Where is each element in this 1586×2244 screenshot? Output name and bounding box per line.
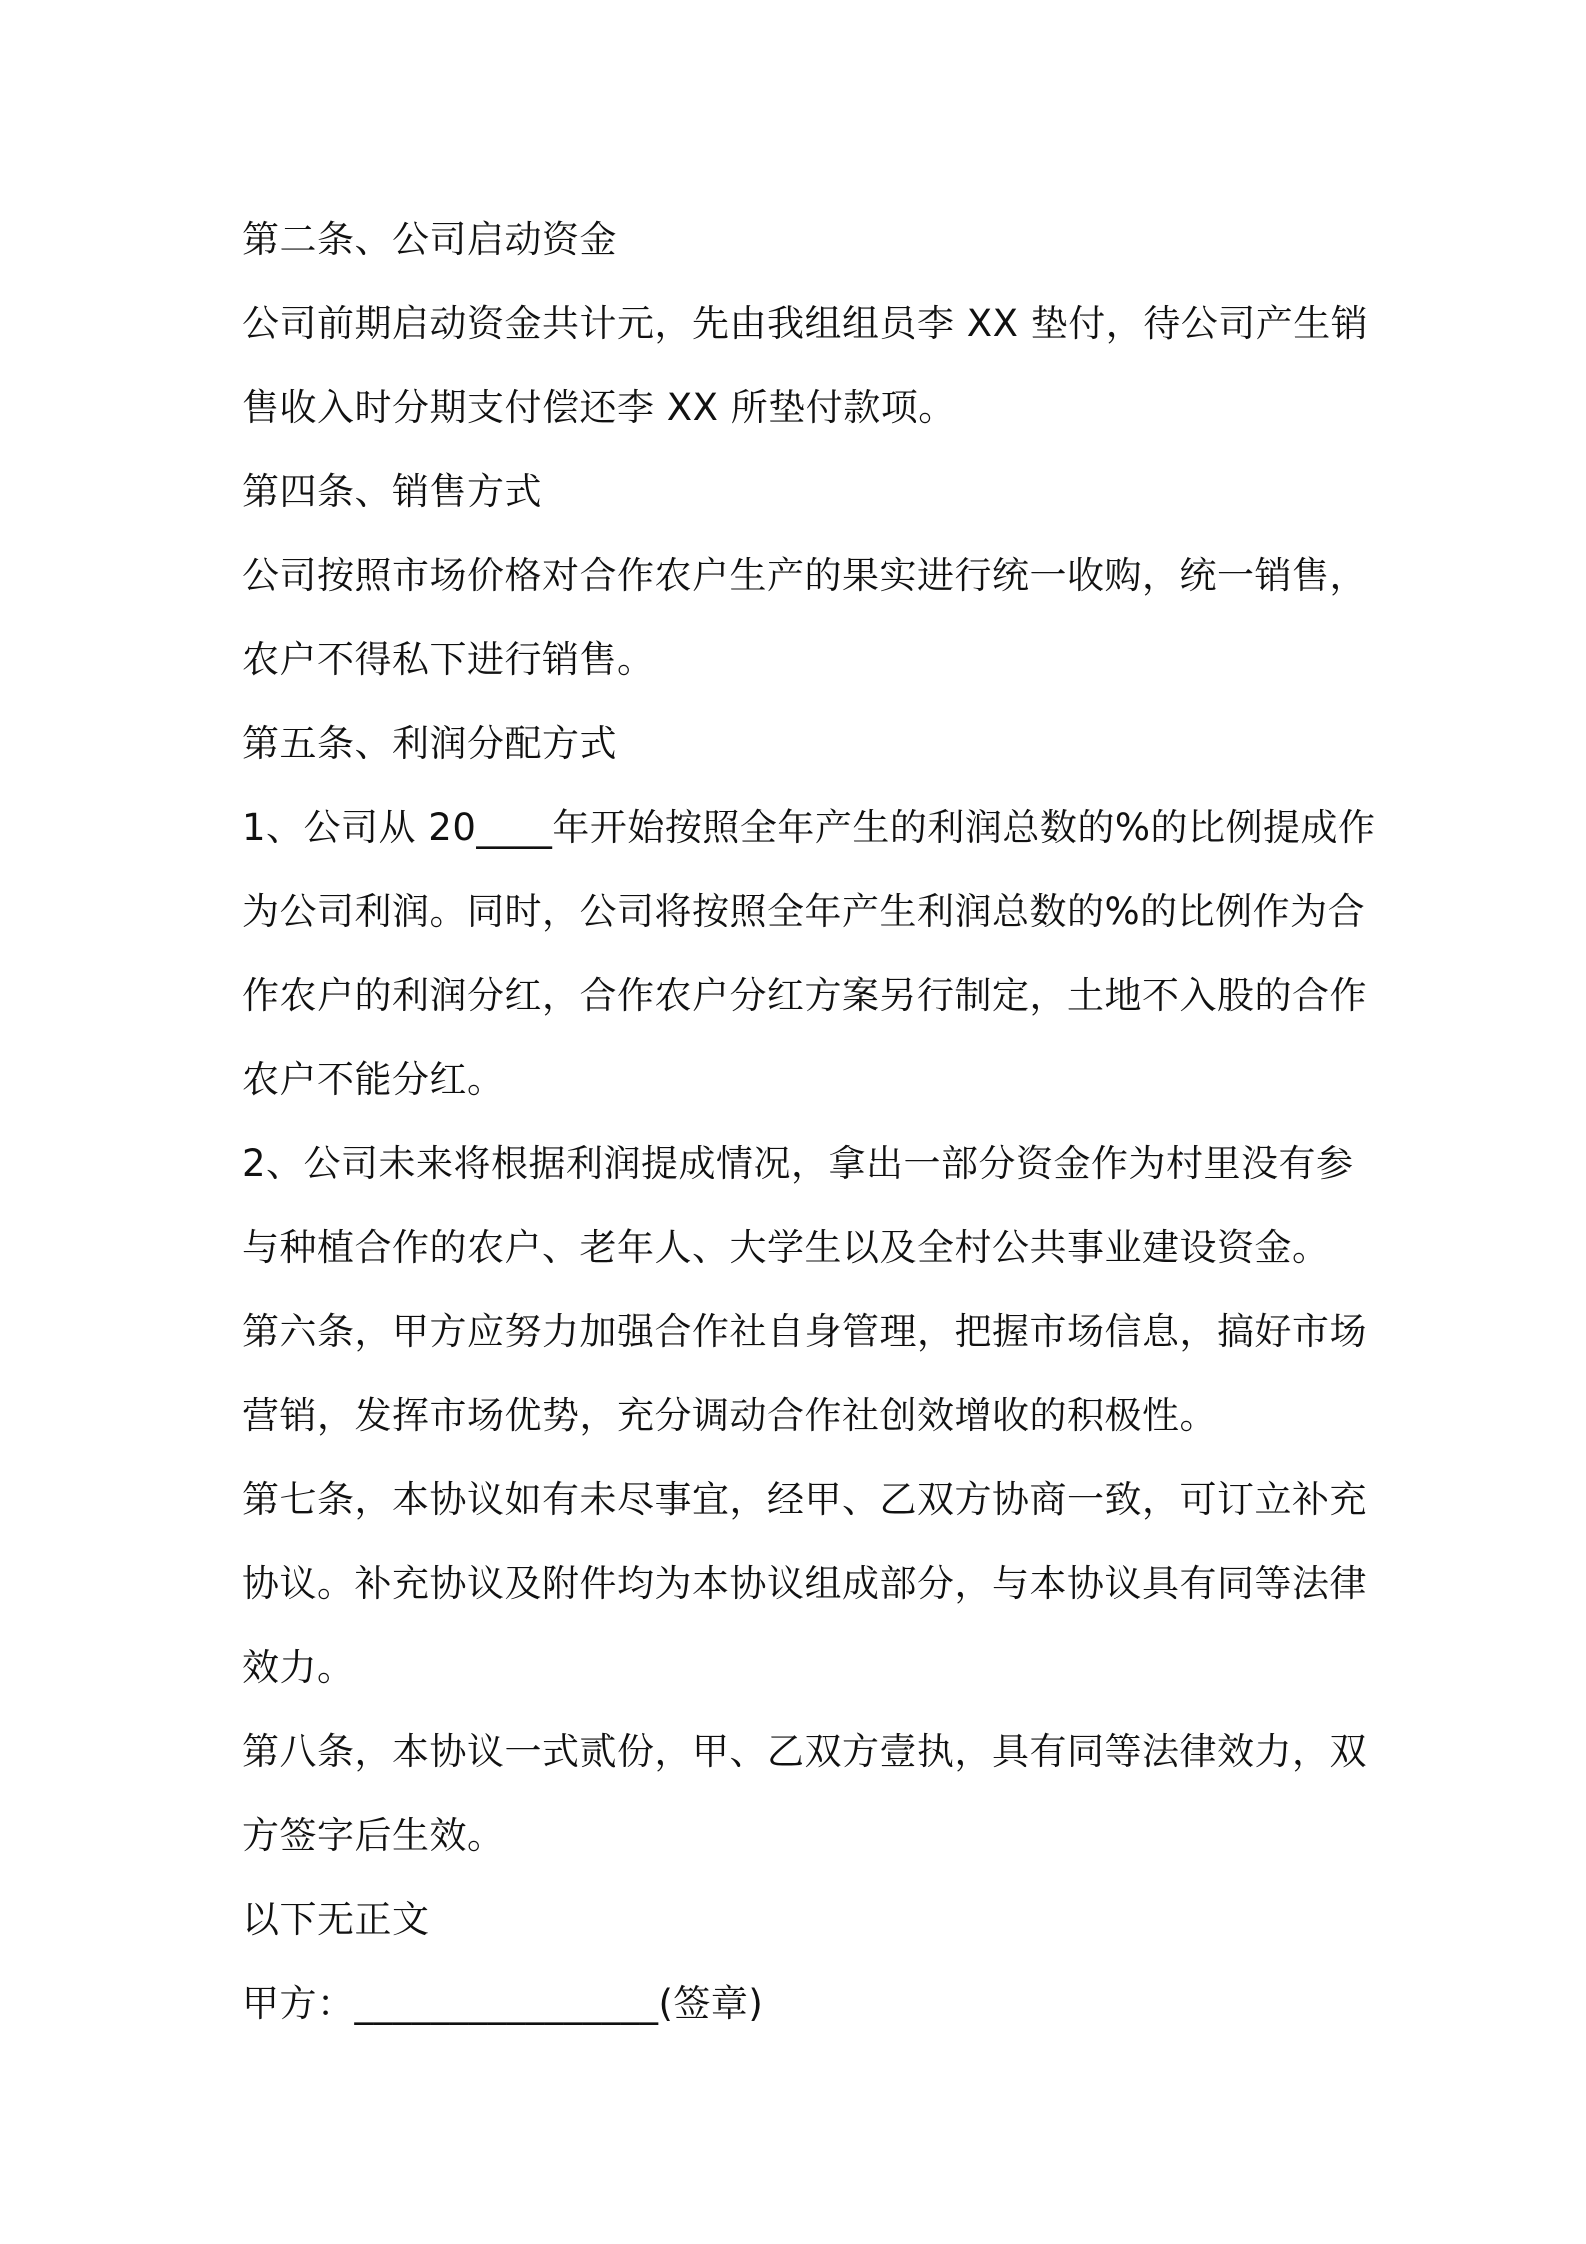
paragraph-line: 效力。	[242, 1646, 355, 1689]
paragraph-line: 为公司利润。同时，公司将按照全年产生利润总数的%的比例作为合	[242, 890, 1366, 933]
no-further-text-note: 以下无正文	[242, 1898, 430, 1941]
paragraph-line: 售收入时分期支付偿还李 XX 所垫付款项。	[242, 386, 956, 429]
paragraph-line: 农户不得私下进行销售。	[242, 638, 655, 681]
party-a-signature-line: 甲方：________________(签章)	[242, 1982, 764, 2025]
article-6-paragraph-line: 第六条，甲方应努力加强合作社自身管理，把握市场信息，搞好市场	[242, 1310, 1367, 1353]
paragraph-line: 协议。补充协议及附件均为本协议组成部分，与本协议具有同等法律	[242, 1562, 1367, 1605]
paragraph-line: 1、公司从 20____年开始按照全年产生的利润总数的%的比例提成作	[242, 806, 1376, 849]
paragraph-line: 方签字后生效。	[242, 1814, 505, 1857]
article-5-heading: 第五条、利润分配方式	[242, 722, 617, 765]
paragraph-line: 营销，发挥市场优势，充分调动合作社创效增收的积极性。	[242, 1394, 1217, 1437]
document-body	[242, 198, 1376, 2046]
paragraph-line: 农户不能分红。	[242, 1058, 505, 1101]
article-8-paragraph-line: 第八条，本协议一式贰份，甲、乙双方壹执，具有同等法律效力，双	[242, 1730, 1367, 1773]
paragraph-line: 公司按照市场价格对合作农户生产的果实进行统一收购，统一销售，	[242, 554, 1367, 597]
article-7-paragraph-line: 第七条，本协议如有未尽事宜，经甲、乙双方协商一致，可订立补充	[242, 1478, 1367, 1521]
article-4-heading: 第四条、销售方式	[242, 470, 542, 513]
article-2-heading: 第二条、公司启动资金	[242, 218, 617, 261]
paragraph-line: 公司前期启动资金共计元，先由我组组员李 XX 垫付，待公司产生销	[242, 302, 1369, 345]
paragraph-line: 2、公司未来将根据利润提成情况，拿出一部分资金作为村里没有参	[242, 1142, 1354, 1185]
paragraph-line: 作农户的利润分红，合作农户分红方案另行制定，土地不入股的合作	[242, 974, 1367, 1017]
paragraph-line: 与种植合作的农户、老年人、大学生以及全村公共事业建设资金。	[242, 1226, 1330, 1269]
